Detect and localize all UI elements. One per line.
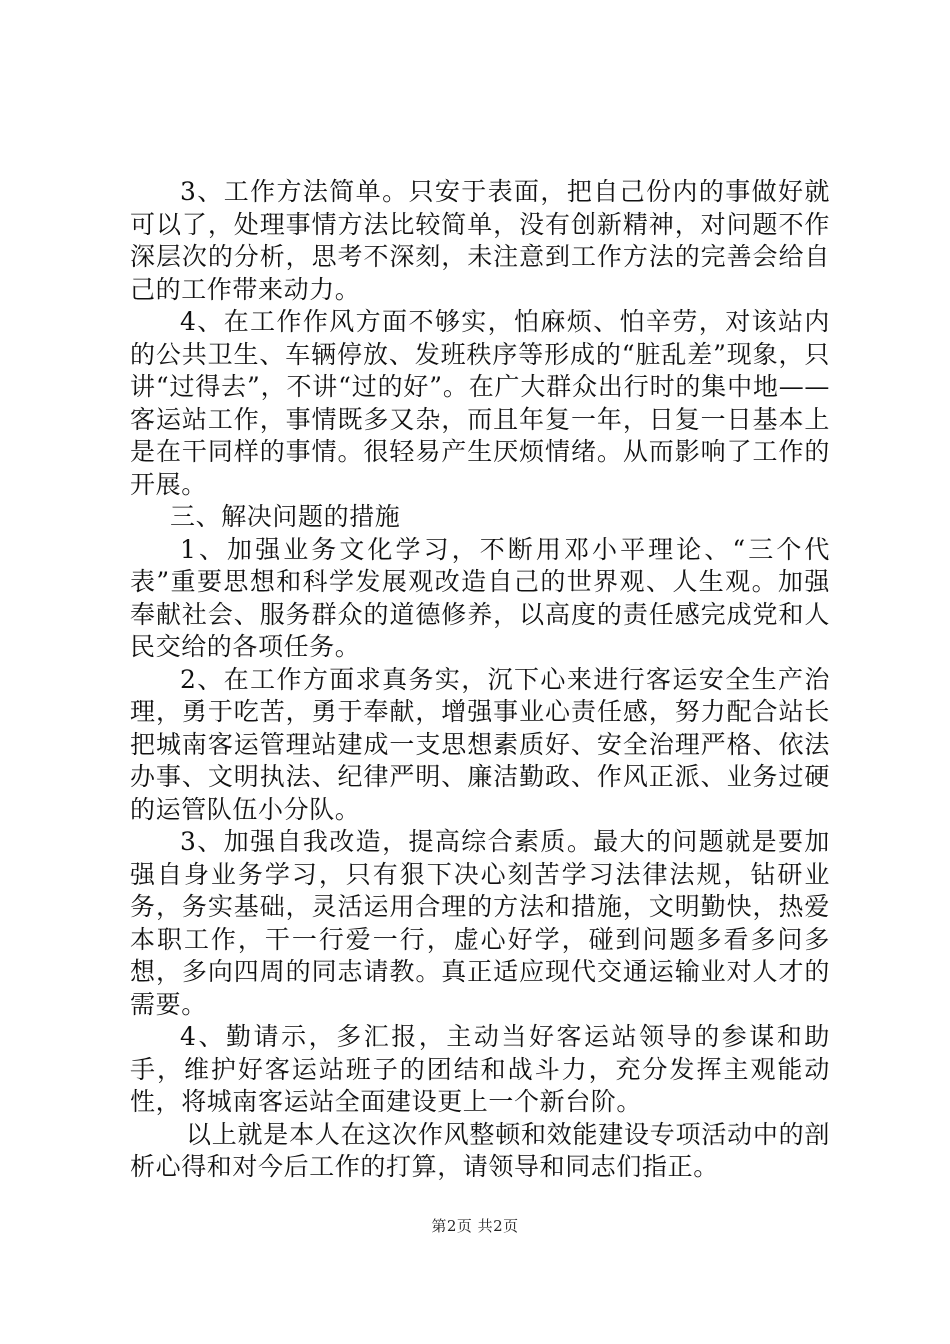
paragraph-work-method: 3、工作方法简单。只安于表面，把自己份内的事做好就可以了，处理事情方法比较简单，没有创新精神，对问题不作深层次的分析，思考不深刻，未注意到工作方法的完善会给自己的工作带来动力。 [130,177,830,304]
page-footer: 第2页 共2页 [431,1217,519,1235]
paragraph-measure-1: 1、加强业务文化学习，不断用邓小平理论、“三个代表”重要思想和科学发展观改造自己的世界观、人生观。加强奉献社会、服务群众的道德修养，以高度的责任感完成党和人民交给的各项任务。 [130,534,830,661]
paragraph-closing: 以上就是本人在这次作风整顿和效能建设专项活动中的剖析心得和对今后工作的打算，请领导和同志们指正。 [130,1119,830,1181]
document-body [130,176,830,1184]
paragraph-measure-3: 3、加强自我改造，提高综合素质。最大的问题就是要加强自身业务学习，只有狠下决心刻苦学习法律法规，钻研业务，务实基础，灵活运用合理的方法和措施，文明勤快，热爱本职工作，干一行爱一行，虚心好学，碰到问题多看多问多想，多向四周的同志请教。真正适应现代交通运输业对人才的需要。 [130,827,830,1019]
paragraph-measure-2: 2、在工作方面求真务实，沉下心来进行客运安全生产治理，勇于吃苦，勇于奉献，增强事业心责任感，努力配合站长把城南客运管理站建成一支思想素质好、安全治理严格、依法办事、文明执法、纪律严明、廉洁勤政、作风正派、业务过硬的运管队伍小分队。 [130,664,830,824]
section-heading-measures: 三、解决问题的措施 [170,502,401,531]
paragraph-measure-4: 4、勤请示，多汇报，主动当好客运站领导的参谋和助手，维护好客运站班子的团结和战斗力，充分发挥主观能动性，将城南客运站全面建设更上一个新台阶。 [130,1022,830,1116]
paragraph-work-style: 4、在工作作风方面不够实，怕麻烦、怕辛劳，对该站内的公共卫生、车辆停放、发班秩序等形成的“脏乱差”现象，只讲“过得去”，不讲“过的好”。在广大群众出行时的集中地——客运站工作，事情既多又杂，而且年复一年，日复一日基本上是在干同样的事情。很轻易产生厌烦情绪。从而影响了工作的开展。 [130,307,830,499]
